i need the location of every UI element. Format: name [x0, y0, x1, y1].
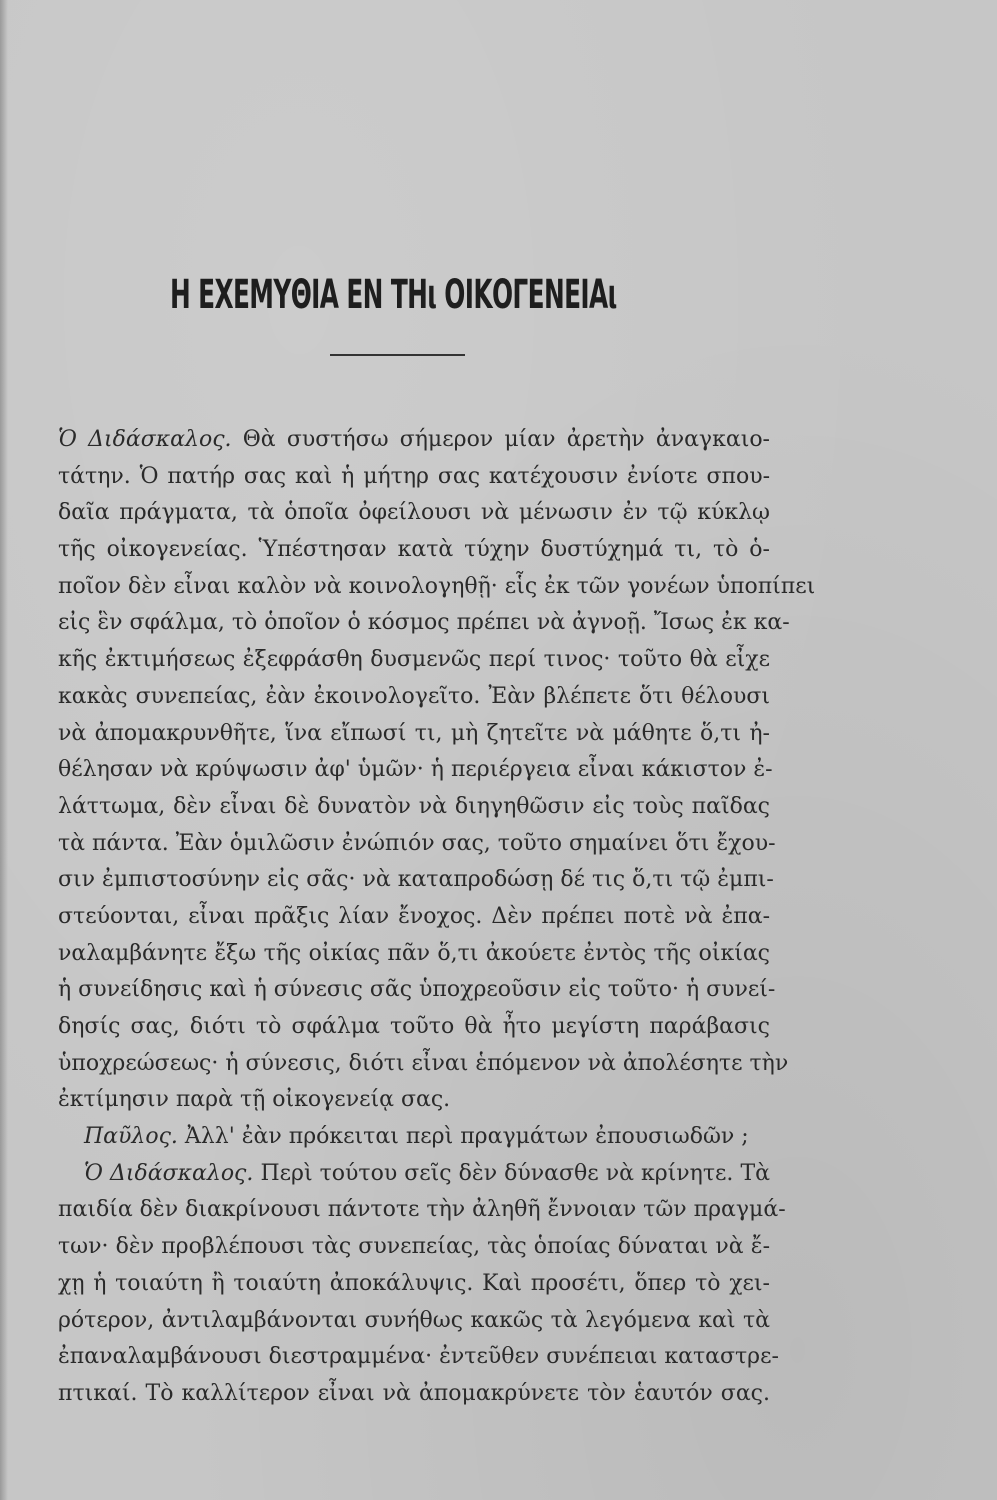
line-text: ρότερον, ἀντιλαμβάνονται συνήθως κακῶς τὰ λεγόμενα καὶ τὰ [58, 1307, 770, 1333]
text-line [58, 752, 773, 789]
text-line [58, 936, 770, 973]
speaker-name: Ὁ Διδάσκαλος. [84, 1160, 254, 1186]
line-text: πτικαί. Τὸ καλλίτερον εἶναι νὰ ἀπομακρύνετε τὸν ἑαυτόν σας. [58, 1380, 770, 1406]
text-line [58, 532, 770, 569]
page-edge-shadow [0, 0, 8, 1500]
text-line [58, 1119, 770, 1156]
text-line [58, 1229, 770, 1266]
line-text: ἡ συνείδησις καὶ ἡ σύνεσις σᾶς ὑποχρεοῦσιν εἰς τοῦτο· ἡ συνεί- [58, 977, 776, 1003]
line-text: νὰ ἀπομακρυνθῆτε, ἵνα εἴπωσί τι, μὴ ζητεῖτε νὰ μάθητε ὅ,τι ἠ- [58, 720, 770, 746]
line-text: εἰς ἓν σφάλμα, τὸ ὁποῖον ὁ κόσμος πρέπει νὰ ἀγνοῇ. Ἴσως ἐκ κα- [58, 610, 790, 636]
line-text: τάτην. Ὁ πατήρ σας καὶ ἡ μήτηρ σας κατέχουσιν ἐνίοτε σπου- [58, 463, 770, 489]
line-text: σιν ἐμπιστοσύνην εἰς σᾶς· νὰ καταπροδώσῃ δέ τις ὅ,τι τῷ ἐμπι- [58, 867, 774, 893]
line-text: κῆς ἐκτιμήσεως ἐξεφράσθη δυσμενῶς περί τινος· τοῦτο θὰ εἶχε [58, 647, 770, 673]
text-line [58, 495, 770, 532]
text-line [58, 862, 774, 899]
line-text: τὰ πάντα. Ἐὰν ὁμιλῶσιν ἐνώπιόν σας, τοῦτο σημαίνει ὅτι ἔχου- [58, 830, 776, 856]
text-line [58, 569, 816, 606]
line-text: ναλαμβάνητε ἔξω τῆς οἰκίας πᾶν ὅ,τι ἀκούετε ἐντὸς τῆς οἰκίας [58, 940, 770, 966]
line-text: Θὰ συστήσω σήμερον μίαν ἀρετὴν ἀναγκαιο- [231, 427, 770, 452]
line-text: ποῖον δὲν εἶναι καλὸν νὰ κοινολογηθῇ· εἷς ἐκ τῶν γονέων ὑποπίπει [58, 573, 816, 599]
text-line [58, 459, 770, 496]
text-line [58, 605, 790, 642]
text-line [58, 1046, 789, 1083]
line-text: ὑποχρεώσεως· ἡ σύνεσις, διότι εἶναι ἑπόμενον νὰ ἀπολέσητε τὴν [58, 1050, 789, 1076]
text-line [58, 1009, 770, 1046]
text-line [58, 1376, 770, 1413]
line-text: στεύονται, εἶναι πρᾶξις λίαν ἔνοχος. Δὲν πρέπει ποτὲ νὰ ἐπα- [58, 903, 770, 929]
line-text: δησίς σας, διότι τὸ σφάλμα τοῦτο θὰ ἦτο μεγίστη παράβασις [58, 1014, 770, 1039]
text-line [58, 899, 770, 936]
text-line [58, 1156, 770, 1193]
title-rule [330, 354, 465, 356]
text-line [58, 826, 776, 863]
speaker-name: Παῦλος. [84, 1124, 178, 1150]
text-line [58, 422, 770, 459]
line-text: των· δὲν προβλέπουσι τὰς συνεπείας, τὰς ὁποίας δύναται νὰ ἔ- [58, 1234, 770, 1260]
text-line [58, 642, 770, 679]
text-line [58, 972, 776, 1009]
line-text: δαῖα πράγματα, τὰ ὁποῖα ὀφείλουσι νὰ μένωσιν ἐν τῷ κύκλῳ [58, 500, 770, 526]
line-text: ἐκτίμησιν παρὰ τῇ οἰκογενείᾳ σας. [58, 1087, 451, 1113]
line-text: κακὰς συνεπείας, ἐὰν ἐκοινολογεῖτο. Ἐὰν βλέπετε ὅτι θέλουσι [58, 683, 770, 709]
text-line [58, 789, 770, 826]
line-text: Ἀλλ' ἐὰν πρόκειται περὶ πραγμάτων ἐπουσιωδῶν ; [177, 1124, 749, 1150]
chapter-title: Η ΕΧΕΜΥΘΙΑ ΕΝ ΤΗι ΟΙΚΟΓΕΝΕΙΑι [170, 272, 617, 318]
line-text: λάττωμα, δὲν εἶναι δὲ δυνατὸν νὰ διηγηθῶσιν εἰς τοὺς παῖδας [58, 793, 770, 819]
text-line [58, 1192, 786, 1229]
speaker-name: Ὁ Διδάσκαλος. [58, 427, 232, 452]
line-text: ἐπαναλαμβάνουσι διεστραμμένα· ἐντεῦθεν συνέπειαι καταστρε- [58, 1344, 779, 1370]
body-text [58, 422, 816, 1413]
text-line [58, 1339, 779, 1376]
text-line [58, 1266, 770, 1303]
line-text: χῃ ἡ τοιαύτη ἢ τοιαύτη ἀποκάλυψις. Καὶ προσέτι, ὅπερ τὸ χει- [58, 1270, 770, 1296]
text-line [58, 716, 770, 753]
text-line [58, 1303, 770, 1340]
line-text: παιδία δὲν διακρίνουσι πάντοτε τὴν ἀληθῆ ἔννοιαν τῶν πραγμά- [58, 1197, 786, 1223]
line-text: θέλησαν νὰ κρύψωσιν ἀφ' ὑμῶν· ἡ περιέργεια εἶναι κάκιστον ἐ- [58, 757, 773, 783]
line-text: τῆς οἰκογενείας. Ὑπέστησαν κατὰ τύχην δυστύχημά τι, τὸ ὁ- [58, 537, 770, 563]
text-line [58, 1082, 770, 1119]
text-line [58, 679, 770, 716]
line-text: Περὶ τούτου σεῖς δὲν δύνασθε νὰ κρίνητε. Τὰ [253, 1160, 771, 1186]
